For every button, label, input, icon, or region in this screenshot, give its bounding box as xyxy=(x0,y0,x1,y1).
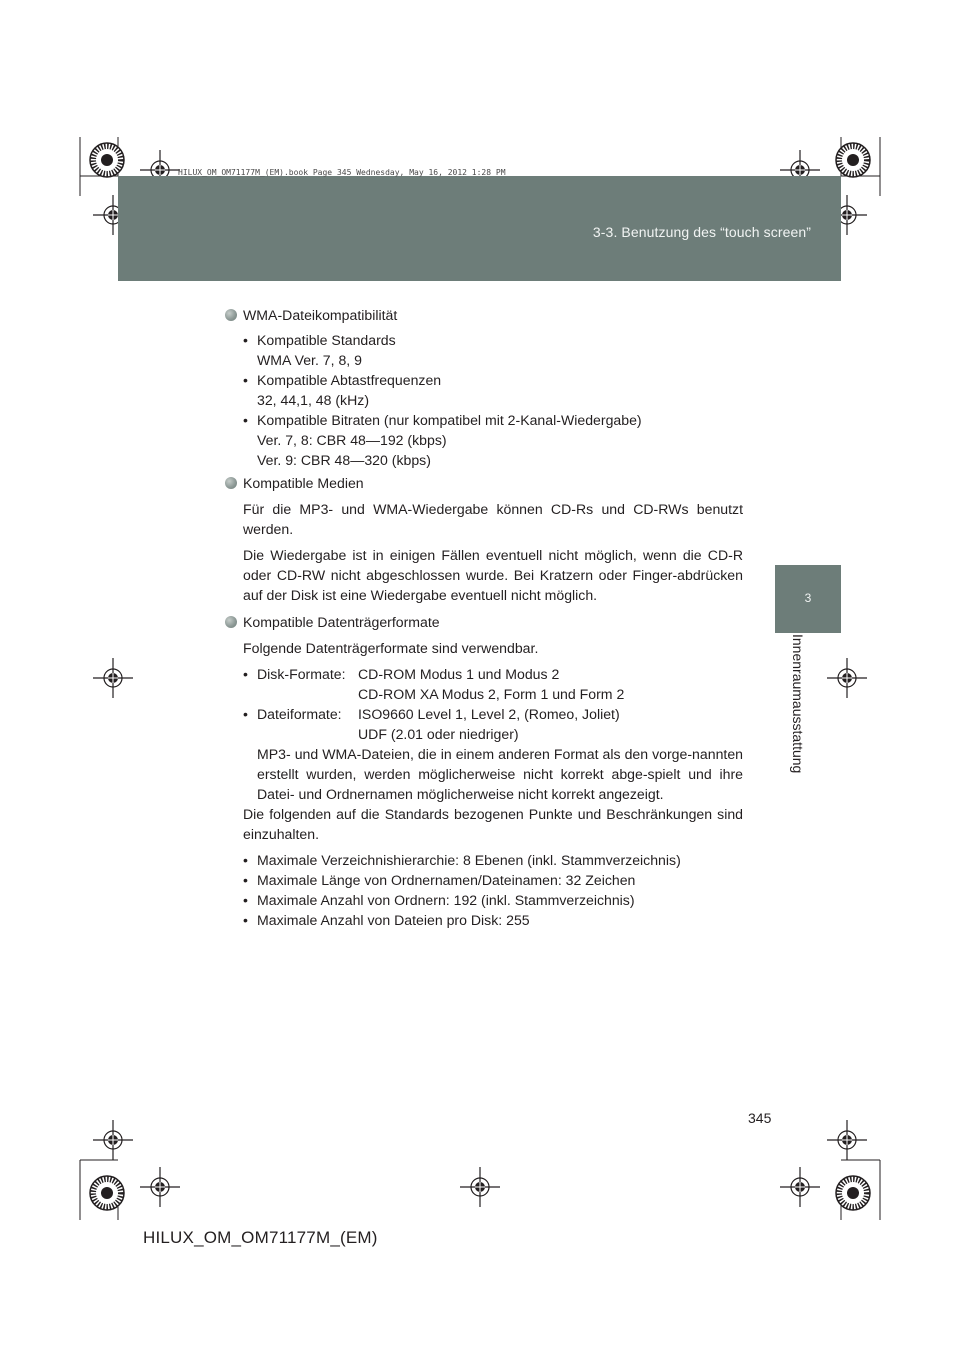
list-item: • Kompatible Abtastfrequenzen 32, 44,1, 48 (kHz) xyxy=(243,370,743,410)
wma-heading: WMA-Dateikompatibilität xyxy=(225,305,743,325)
book-info-line: HILUX_OM_OM71177M_(EM).book Page 345 Wednesday, May 16, 2012 1:28 PM xyxy=(178,168,506,177)
list-item: • Maximale Anzahl von Ordnern: 192 (inkl. Stammverzeichnis) xyxy=(243,890,743,910)
formats-intro: Folgende Datenträgerformate sind verwendbar. xyxy=(243,640,539,656)
bullet-dot-icon xyxy=(225,616,237,628)
bullet-dot-icon xyxy=(225,477,237,489)
formats-note: MP3- und WMA-Dateien, die in einem anderen Format als den vorge-nannten erstellt wurden, werden möglicherweise nicht korrekt abge-spielt und ihre Datei- und Ordnernamen möglicherweise nicht korrekt angezeigt. xyxy=(257,746,743,802)
media-paragraph-2: Die Wiedergabe ist in einigen Fällen eventuell nicht möglich, wenn die CD-R oder CD-RW nicht abgeschlossen wurde. Bei Kratzern oder Finger-abdrücken auf der Disk ist eine Wiedergabe eventuell nicht möglich. xyxy=(243,547,743,603)
media-heading: Kompatible Medien xyxy=(225,473,743,493)
list-item: • Kompatible Bitraten (nur kompatibel mit 2-Kanal-Wiedergabe) Ver. 7, 8: CBR 48—192 (kbps) Ver. 9: CBR 48—320 (kbps) xyxy=(243,410,743,470)
chapter-label: Innenraumausstattung xyxy=(790,634,806,774)
section-title: 3-3. Benutzung des “touch screen” xyxy=(592,224,811,240)
list-item: • Dateiformate: ISO9660 Level 1, Level 2, (Romeo, Joliet) UDF (2.01 oder niedriger) xyxy=(243,704,743,744)
list-item: • Maximale Anzahl von Dateien pro Disk: 255 xyxy=(243,910,743,930)
list-item: • Maximale Länge von Ordnernamen/Dateinamen: 32 Zeichen xyxy=(243,870,743,890)
page-number: 345 xyxy=(748,1110,772,1126)
document-id: HILUX_OM_OM71177M_(EM) xyxy=(143,1228,378,1247)
page-content xyxy=(225,305,743,930)
chapter-tab xyxy=(775,565,841,633)
formats-list xyxy=(225,664,743,804)
standards-intro: Die folgenden auf die Standards bezogenen Punkte und Beschränkungen sind einzuhalten. xyxy=(243,806,743,842)
chapter-number: 3 xyxy=(804,591,812,605)
list-item: • Maximale Verzeichnishierarchie: 8 Ebenen (inkl. Stammverzeichnis) xyxy=(243,850,743,870)
list-item: • Kompatible Standards WMA Ver. 7, 8, 9 xyxy=(243,330,743,370)
wma-list xyxy=(225,330,743,470)
limits-list xyxy=(225,850,743,930)
bullet-dot-icon xyxy=(225,309,237,321)
header-band xyxy=(118,176,841,281)
formats-heading: Kompatible Datenträgerformate xyxy=(225,612,743,632)
list-item: • Disk-Formate: CD-ROM Modus 1 und Modus 2 CD-ROM XA Modus 2, Form 1 und Form 2 xyxy=(243,664,743,704)
media-paragraph-1: Für die MP3- und WMA-Wiedergabe können CD-Rs und CD-RWs benutzt werden. xyxy=(243,501,743,537)
chapter-label-container xyxy=(790,634,808,794)
